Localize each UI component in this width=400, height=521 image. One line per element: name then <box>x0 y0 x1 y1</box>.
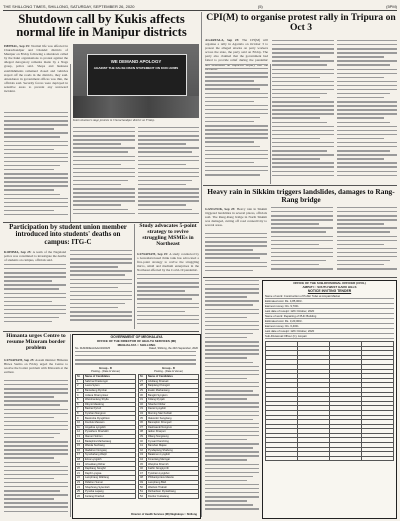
tender-rows <box>263 293 396 340</box>
candidate-name: Bewinsha Ryngkhlem <box>84 416 136 421</box>
candidate-name: Baiakmen Lyngdoh <box>147 453 199 458</box>
notice-title-2: OFFICE OF THE DIRECTOR OF HEALTH SERVICES (MI) <box>96 339 177 343</box>
serial-number: 7 <box>76 407 84 412</box>
candidate-name: Banteilang Rymbai <box>84 388 136 393</box>
article-text: The CPI(M) will organise a rally in Agartala on October 3 to protest the alleged attacks on party workers across the state, the party said on Friday. The party also claimed that the government had failed to provide relief during the pandemic <box>205 38 268 63</box>
body-text-filler <box>70 250 132 328</box>
serial-number: 33 <box>139 407 147 412</box>
serial-number: 24 <box>76 485 84 490</box>
column-rule <box>70 64 71 222</box>
body-text-filler <box>205 280 259 517</box>
table-cell <box>330 456 362 461</box>
candidate-name: Ibadahun Nongsiej <box>84 448 136 453</box>
serial-number: 49 <box>139 480 147 485</box>
article-tripura-body <box>205 38 268 62</box>
candidate-name: Iaidon Kharpuri <box>147 430 199 435</box>
candidate-name: Wanbok Thabah <box>147 485 199 490</box>
body-text-filler <box>271 207 333 275</box>
tender-line: Name of work: Repairing of PHC Building <box>265 314 394 319</box>
serial-number: 32 <box>139 402 147 407</box>
serial-number: 46 <box>139 466 147 471</box>
article-nagaland-body <box>4 250 66 262</box>
candidate-name: Banshan Majaw <box>147 443 199 448</box>
serial-number: 40 <box>139 439 147 444</box>
serial-number: 17 <box>76 453 84 458</box>
candidate-name: Kerlang Kharbuli <box>84 494 136 499</box>
candidate-name: Fairlin Nongkynrih <box>147 466 199 471</box>
column-rule <box>201 12 202 517</box>
serial-number: 51 <box>139 489 147 494</box>
body-text-filler <box>272 40 334 182</box>
crowd <box>73 96 199 118</box>
masthead-left: THE SHILLONG TIMES, SHILLONG, SATURDAY, SEPTEMBER 26, 2020 <box>3 3 135 9</box>
tender-heading: NOTICE INVITING TENDER <box>307 289 352 293</box>
candidate-name: Bashai Pyrtuh <box>84 407 136 412</box>
candidate-name: Wanda Suchiang <box>84 443 136 448</box>
body-text-filler <box>4 112 68 220</box>
candidate-name: Iohsuklang Dkhar <box>84 462 136 467</box>
candidate-name: Angelina Lyngdoh <box>84 425 136 430</box>
candidate-name: Lamphang Blah <box>147 480 199 485</box>
serial-number: 27 <box>139 379 147 384</box>
headline-assam: Himanta urges Centre to resume Mizoram border problem <box>6 333 66 351</box>
serial-number: 35 <box>139 416 147 421</box>
serial-number: 37 <box>139 425 147 430</box>
candidate-name: Daphi Lyngwa <box>84 471 136 476</box>
serial-number: 34 <box>139 411 147 416</box>
candidate-name: Arkitlang Kharsati <box>147 379 199 384</box>
candidate-table-left <box>75 374 136 499</box>
serial-number: 31 <box>139 397 147 402</box>
candidate-name: Juliana Kharsyntiew <box>84 393 136 398</box>
column-header-name: Name of Candidates <box>147 375 199 380</box>
dateline: GUWAHATI, Sep 25: <box>137 252 169 256</box>
table-row <box>76 494 136 499</box>
serial-number: 26 <box>76 494 84 499</box>
serial-number: 45 <box>139 462 147 467</box>
table-cell <box>298 456 330 461</box>
serial-number: 3 <box>76 388 84 393</box>
serial-number: 21 <box>76 471 84 476</box>
headline-msme: Study advocates 5-point strategy to revive struggling MSMEs in Northeast <box>139 223 197 247</box>
article-text: A study conducted by a Guwahati-based think tank has advocated a five-point strategy to revive the struggling micro, small and medium enterprises in the Northeast affected by the Covid-19 pandemic. <box>137 252 199 273</box>
body-text-filler <box>205 233 267 275</box>
serial-number: 12 <box>76 430 84 435</box>
body-text-filler <box>4 264 66 328</box>
candidate-name: Tynshain Lyngkhoi <box>147 471 199 476</box>
government-notice <box>72 334 201 519</box>
candidate-name: Morning Star Kurbah <box>147 411 199 416</box>
tender-title-1: OFFICE OF THE SUB-DIVISIONAL OFFICER (CIVIL) <box>293 281 366 285</box>
serial-number: 20 <box>76 466 84 471</box>
serial-number: 2 <box>76 384 84 389</box>
serial-number: 52 <box>139 494 147 499</box>
headline-sikkim: Heavy rain in Sikkim triggers landslides, damages to Rang-Rang bridge <box>207 187 395 204</box>
notice-date: Dated, Shillong, the 24th September, 2020 <box>149 347 198 350</box>
tender-line: Last date of receipt: 12th October, 2020 <box>265 309 394 314</box>
horizontal-rule <box>203 277 397 278</box>
dateline: KOHIMA, Sep 25: <box>4 250 32 254</box>
serial-number: 50 <box>139 485 147 490</box>
candidate-name: Lamphrang Wahlang <box>84 476 136 481</box>
body-text-filler <box>73 127 135 219</box>
serial-number: 28 <box>139 384 147 389</box>
group-heading: Group - D <box>99 366 112 370</box>
candidate-name: Kitlang Rynjah <box>147 397 199 402</box>
serial-number: 5 <box>76 397 84 402</box>
article-text: A team of the Nagaland police was constituted to investigate the deaths of students on campus, officials said. <box>4 250 67 263</box>
candidate-name: Kmenlang Marngar <box>147 457 199 462</box>
candidate-name: Banrapbor Khongwir <box>147 420 199 425</box>
masthead <box>3 2 397 11</box>
tender-line: Earnest money: Rs. 6,400/- <box>265 324 394 329</box>
serial-number: 22 <box>76 476 84 481</box>
tender-line: Sub-Divisional Officer (C), Ampati <box>265 334 394 339</box>
candidate-name: Dashwanki Nongrum <box>147 425 199 430</box>
serial-number: 4 <box>76 393 84 398</box>
serial-number: 41 <box>139 443 147 448</box>
candidate-name: Ridahun Sumer <box>84 480 136 485</box>
candidate-name: Bangkit Syngkon <box>147 393 199 398</box>
serial-number: 18 <box>76 457 84 462</box>
serial-number: 11 <box>76 425 84 430</box>
serial-number: 14 <box>76 439 84 444</box>
serial-number: 8 <box>76 411 84 416</box>
candidate-name: Batiplang Khongsit <box>147 384 199 389</box>
candidate-name: Donbok Marwein <box>84 420 136 425</box>
candidate-name: Donbor Kurkalang <box>147 494 199 499</box>
serial-number: 30 <box>139 393 147 398</box>
table-cell <box>362 456 394 461</box>
photo-caption: Kuki volunteers stage protests in Churachandpur district on Friday. <box>73 118 155 122</box>
body-text-filler <box>337 207 397 275</box>
headline-manipur: Shutdown call by Kukis affects normal life in Manipur districts <box>16 12 187 39</box>
headline-nagaland: Participation by student union member introduced into students' deaths on campus: ITG-C <box>9 223 127 246</box>
candidate-name: Rikynti Mawlong <box>84 402 136 407</box>
body-text-filler <box>4 380 68 517</box>
serial-number: 13 <box>76 434 84 439</box>
candidate-name: Richardson Ryntathiang <box>147 489 199 494</box>
candidate-name: Pynshai Lapang <box>84 489 136 494</box>
table-row <box>139 494 199 499</box>
masthead-page-number: (5) <box>257 3 263 9</box>
banner-text-secondary: AGAINST THE FALSE NSCN STATEMENT ON KUKI ARMS <box>93 66 179 70</box>
group-subheading: Posting - (Date & Venue) <box>154 370 183 373</box>
candidate-table-right <box>138 374 199 499</box>
candidate-name: Sabrina Kharkongor <box>84 379 136 384</box>
article-msme-body <box>137 252 199 272</box>
serial-number: 15 <box>76 443 84 448</box>
tender-line: Estimated cost: Rs. 4,85,000/- <box>265 299 394 304</box>
candidate-name: Shaphrang Syiemlieh <box>84 485 136 490</box>
serial-number: 25 <box>76 489 84 494</box>
candidate-name: Wanshanlang Shylla <box>84 397 136 402</box>
dateline: IMPHAL, Sep 25: <box>4 44 31 48</box>
serial-number: 44 <box>139 457 147 462</box>
serial-number: 16 <box>76 448 84 453</box>
article-text: Normal life was affected in Churachandpur and Chandel districts of Manipur on Friday following a shutdown called by the Kuki organisations to protest against the alleged derogatory remarks made by a Naga group, police said. Shops and business establishments remained closed and vehicles stayed off the roads in the districts, they said. Attendance in government offices was thin, the officials said. Security forces were deployed in sensitive areas to prevent any untoward incident. <box>4 44 68 94</box>
candidate-name: Ibameri Sohtun <box>84 434 136 439</box>
tender-table <box>265 341 394 461</box>
tender-line: Name of work: Construction of Public Toilet at Ampati Market <box>265 294 394 299</box>
body-text-filler <box>138 127 199 219</box>
candidate-name: Kynsai Kharshiing <box>147 439 199 444</box>
dateline: GANGTOK, Sep 25: <box>205 207 236 211</box>
table-row <box>266 456 394 461</box>
serial-number: 38 <box>139 430 147 435</box>
article-text: Assam minister Himanta Biswa Sarma on Friday urged the Centre to resolve the border problem with Mizoram at the earliest. <box>4 358 68 375</box>
banner-text-primary: WE DEMAND APOLOGY <box>110 59 162 64</box>
masthead-right: (5PM) <box>386 3 397 9</box>
column-header-sl: Sl. <box>76 375 84 380</box>
candidate-name: Erica Lyngdoh <box>84 457 136 462</box>
serial-number: 43 <box>139 453 147 458</box>
article-text: Heavy rain in Sikkim triggered landslides in several places, officials said. The Rang-Rang bridge in North Sikkim was damaged, cutting off road connectivity to several areas. <box>205 207 268 228</box>
column-rule <box>70 334 71 517</box>
column-header-sl: Sl. <box>139 375 147 380</box>
group-subheading: Posting - (Date & Venue) <box>91 370 120 373</box>
candidate-name: Ibakordor Sangriang <box>147 416 199 421</box>
horizontal-rule <box>3 331 199 332</box>
dateline: AGARTALA, Sep 25: <box>205 38 240 42</box>
serial-number: 19 <box>76 462 84 467</box>
horizontal-rule <box>203 185 397 186</box>
tender-line: Earnest money: Rs. 9,700/- <box>265 304 394 309</box>
candidate-name: Daniel Lyngdoh <box>147 407 199 412</box>
column-rule <box>134 224 135 329</box>
dateline: GUWAHATI, Sep 25: <box>4 358 35 362</box>
tender-title-2: AMPATI :: SOUTH WEST GARO HILLS <box>302 285 357 289</box>
candidate-name: Kyrshan Nongrum <box>84 411 136 416</box>
candidate-name: Shanbor Dkhar <box>147 402 199 407</box>
serial-number: 29 <box>139 388 147 393</box>
candidate-name: Pynskhem Kharlukhi <box>84 430 136 435</box>
table-cell <box>266 456 298 461</box>
serial-number: 48 <box>139 476 147 481</box>
group-heading: Group - D <box>162 366 175 370</box>
article-assam-body <box>4 358 68 378</box>
candidate-name: Evalin Marbaniang <box>147 388 199 393</box>
body-text-filler <box>205 64 268 182</box>
serial-number: 9 <box>76 416 84 421</box>
candidate-name: Dapbiang Nongbri <box>84 466 136 471</box>
serial-number: 39 <box>139 434 147 439</box>
notice-signature: Director of Health Services (MI) Meghalaya :: Shillong <box>131 513 197 516</box>
candidate-name: Wanphai Kharmih <box>147 462 199 467</box>
body-text-filler <box>137 274 199 328</box>
headline-tripura: CPI(M) to organise protest rally in Tripura on Oct 3 <box>206 12 396 33</box>
column-rule <box>270 64 271 184</box>
tender-notice <box>262 280 397 519</box>
serial-number: 47 <box>139 471 147 476</box>
protest-photo <box>73 44 199 118</box>
tender-line: Last date of receipt: 12th October, 2020 <box>265 329 394 334</box>
serial-number: 6 <box>76 402 84 407</box>
article-sikkim-body <box>205 207 267 231</box>
column-header-name: Name of Candidates <box>84 375 136 380</box>
candidate-name: Laura Syiem <box>84 384 136 389</box>
serial-number: 10 <box>76 420 84 425</box>
serial-number: 23 <box>76 480 84 485</box>
notice-preamble <box>75 351 196 366</box>
body-text-filler <box>337 40 397 182</box>
candidate-name: Rilang Nongsteng <box>147 434 199 439</box>
serial-number: 1 <box>76 379 84 384</box>
notice-ref: No. DHS/MI/Estt/Advt/2020/25 <box>75 347 111 350</box>
candidate-name: Pyndaplang Shabong <box>147 448 199 453</box>
candidate-name: Synsharlang Warjri <box>84 453 136 458</box>
tender-line: Estimated cost: Rs. 3,20,000/- <box>265 319 394 324</box>
serial-number: 42 <box>139 448 147 453</box>
candidate-name: Badaphira Marbaniang <box>84 439 136 444</box>
serial-number: 36 <box>139 420 147 425</box>
notice-title-1: GOVERNMENT OF MEGHALAYA <box>110 335 163 339</box>
candidate-name: Phibankyntiew Mawrie <box>147 476 199 481</box>
notice-title-3: MEGHALAYA :: SHILLONG <box>117 343 156 347</box>
